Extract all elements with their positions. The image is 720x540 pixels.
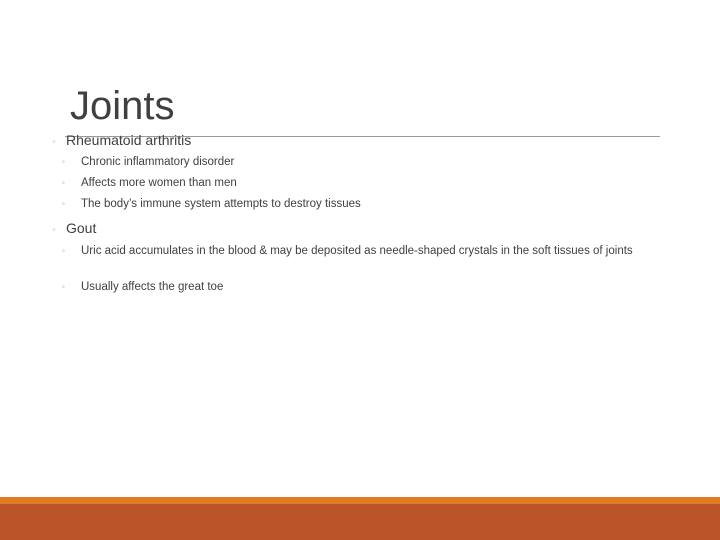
sub-bullet-circle-icon: ◦ [62, 246, 65, 255]
footer-band [0, 504, 720, 540]
sub-bullet-text: Affects more women than men [81, 177, 237, 189]
sub-bullet-circle-icon: ◦ [62, 157, 65, 166]
sub-bullet-circle-icon: ◦ [62, 282, 65, 291]
bullet-circle-icon: ◦ [52, 136, 56, 148]
sub-bullet [62, 244, 662, 258]
bullet-label: Rheumatoid arthritis [66, 132, 192, 148]
footer-accent-stripe [0, 497, 720, 504]
bullet-rheumatoid-arthritis [52, 131, 191, 151]
bullet-circle-icon: ◦ [52, 224, 56, 236]
sub-bullet-circle-icon: ◦ [62, 199, 65, 208]
slide-title: Joints [70, 84, 175, 128]
sub-bullet-circle-icon: ◦ [62, 178, 65, 187]
bullet-label: Gout [66, 220, 97, 236]
sub-bullet [62, 155, 662, 169]
sub-bullet-text: Chronic inflammatory disorder [81, 156, 235, 168]
sub-bullet [62, 280, 662, 294]
sub-bullet-text: Uric acid accumulates in the blood & may be deposited as needle-shaped crystals in the soft tissues of joints [81, 245, 633, 257]
sub-bullet [62, 197, 662, 211]
sub-bullet-text: The body’s immune system attempts to destroy tissues [81, 198, 361, 210]
sub-bullet [62, 176, 662, 190]
sub-bullet-text: Usually affects the great toe [81, 281, 224, 293]
bullet-gout [52, 219, 96, 239]
